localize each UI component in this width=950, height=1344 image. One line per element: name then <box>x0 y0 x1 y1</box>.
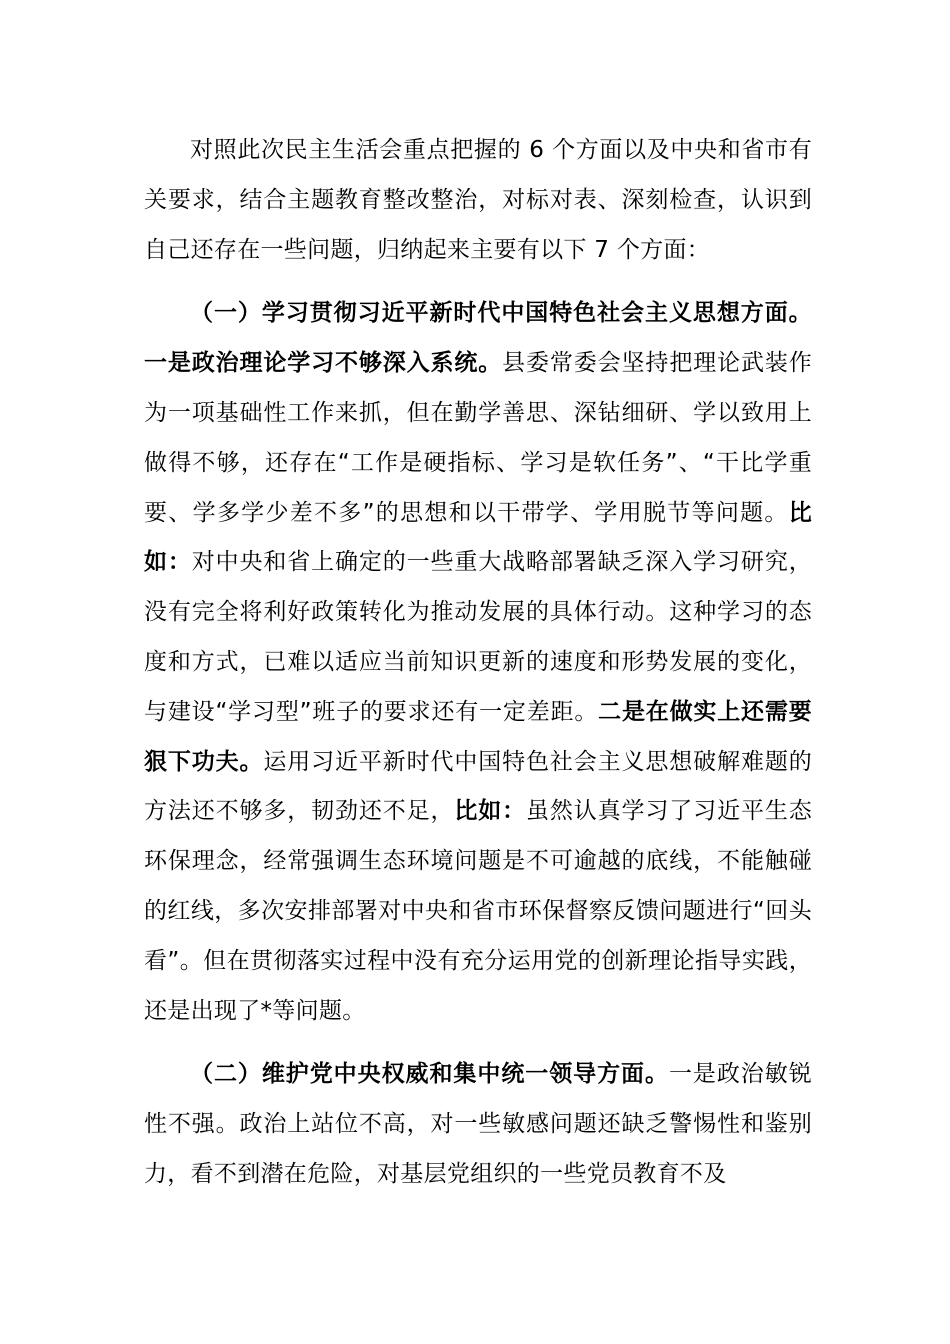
point-one-text: 县委常委会坚持把理论武装作为一项基础性工作来抓，但在勤学善思、深钻细研、学以致用上做得不够，还存在“工作是硬指标、学习是软任务”、“干比学重要、学多学少差不多”的思想和以干带学、学用脱节等问题。 <box>144 350 813 526</box>
section-two-heading: （二）维护党中央权威和集中统一领导方面。 <box>190 1061 669 1088</box>
intro-paragraph <box>144 126 812 275</box>
intro-text: 对照此次民主生活会重点把握的 6 个方面以及中央和省市有关要求，结合主题教育整改整治，对标对表、深刻检查，认识到自己还存在一些问题，归纳起来主要有以下 7 个方面： <box>144 137 812 263</box>
point-two-title: 二是在做实上还需要狠下功夫。 <box>144 698 812 775</box>
example-one-text: 对中央和省上确定的一些重大战略部署缺乏深入学习研究，没有完全将利好政策转化为推动发展的具体行动。这种学习的态度和方式，已难以适应当前知识更新的速度和形势发展的变化，与建设“学习型”班子的要求还有一定差距。 <box>144 549 812 725</box>
section-two-text: 一是政治敏锐性不强。政治上站位不高，对一些敏感问题还缺乏警惕性和鉴别力，看不到潜在危险，对基层党组织的一些党员教育不及 <box>144 1061 812 1187</box>
point-one-title: 一是政治理论学习不够深入系统。 <box>144 350 503 377</box>
section-one-paragraph <box>144 289 812 1036</box>
example-one-label: 比如： <box>144 499 812 576</box>
section-one-heading: （一）学习贯彻习近平新时代中国特色社会主义思想方面。 <box>190 300 812 327</box>
document-body <box>144 126 812 1200</box>
point-two-text: 运用习近平新时代中国特色社会主义思想破解难题的方法还不够多，韧劲还不足， <box>144 748 812 825</box>
example-two-label: 比如： <box>454 798 527 825</box>
section-two-paragraph <box>144 1050 812 1199</box>
example-two-text: 虽然认真学习了习近平生态环保理念，经常强调生态环境问题是不可逾越的底线，不能触碰的红线，多次安排部署对中央和省市环保督察反馈问题进行“回头看”。但在贯彻落实过程中没有充分运用党的创新理论指导实践，还是出现了*等问题。 <box>144 798 812 1024</box>
